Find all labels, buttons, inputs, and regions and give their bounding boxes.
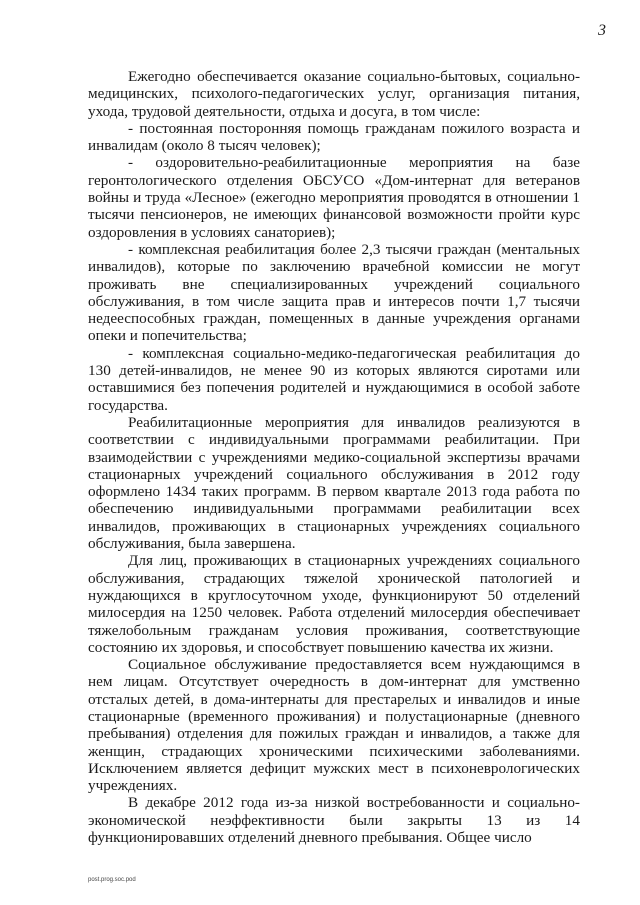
list-item-children-rehab: - комплексная социально-медико-педагогическая реабилитация до 130 детей-инвалидов, не менее 90 из которых являются сиротами или оставшимися без попечения родителей и нуждающимися в особой заботе государства. [88,344,580,414]
list-item-rehab-lesnoe: - оздоровительно-реабилитационные мероприятия на базе геронтологического отделения ОБСУСО «Дом-интернат для ветеранов войны и труда «Лесное» (ежегодно мероприятия проводятся в отношении 1 тысячи пенсионеров, не имеющих финансовой возможности пройти курс оздоровления в условиях санаториев); [88,154,580,241]
page-number: 3 [598,22,606,39]
paragraph-services-intro: Ежегодно обеспечивается оказание социально-бытовых, социально-медицинских, психолого-педагогических услуг, организация питания, ухода, трудовой деятельности, отдыха и досуга, в том числе: [88,68,580,120]
paragraph-day-care-closure: В декабре 2012 года из-за низкой востребованности и социально-экономической неэффективности были закрыты 13 из 14 функционировавших отделений дневного пребывания. Общее число [88,794,580,847]
paragraph-mercy-departments: Для лиц, проживающих в стационарных учреждениях социального обслуживания, страдающих тяжелой хронической патологией и нуждающихся в круглосуточном уходе, функционируют 50 отделений милосердия на 1250 человек. Работа отделений милосердия обеспечивает тяжелобольным гражданам условия проживания, соответствующие состоянию их здоровья, и способствует повышению качества их жизни. [88,552,580,656]
list-item-complex-rehab: - комплексная реабилитация более 2,3 тысячи граждан (ментальных инвалидов), которые по заключению врачебной комиссии не могут проживать вне специализированных учреждений социального обслуживания, в том числе защита прав и интересов почти 1,7 тысячи недееспособных граждан, помещенных в данные учреждения органами опеки и попечительства; [88,240,580,345]
paragraph-social-service: Социальное обслуживание предоставляется всем нуждающимся в нем лицам. Отсутствует очередность в дом-интернат для умственно отсталых детей, в дома-интернаты для престарелых и инвалидов и иные стационарные (временного проживания) и полустационарные (дневного пребывания) отделения для пожилых граждан и инвалидов, а также для женщин, страдающих хроническими психическими заболеваниями. Исключением является дефицит мужских мест в психоневрологических учреждениях. [88,656,580,795]
document-body [88,68,580,846]
paragraph-rehab-programs: Реабилитационные мероприятия для инвалидов реализуются в соответствии с индивидуальными программами реабилитации. При взаимодействии с учреждениями медико-социальной экспертизы врачами стационарных учреждений социального обслуживания в 2012 году оформлено 1434 таких программ. В первом квартале 2013 года работа по обеспечению индивидуальными программами реабилитации всех инвалидов, проживающих в стационарных учреждениях социального обслуживания, была завершена. [88,413,580,553]
footer-filename: post.prog.soc.pod [88,877,136,883]
list-item-outside-help: - постоянная посторонняя помощь гражданам пожилого возраста и инвалидам (около 8 тысяч человек); [88,119,580,155]
